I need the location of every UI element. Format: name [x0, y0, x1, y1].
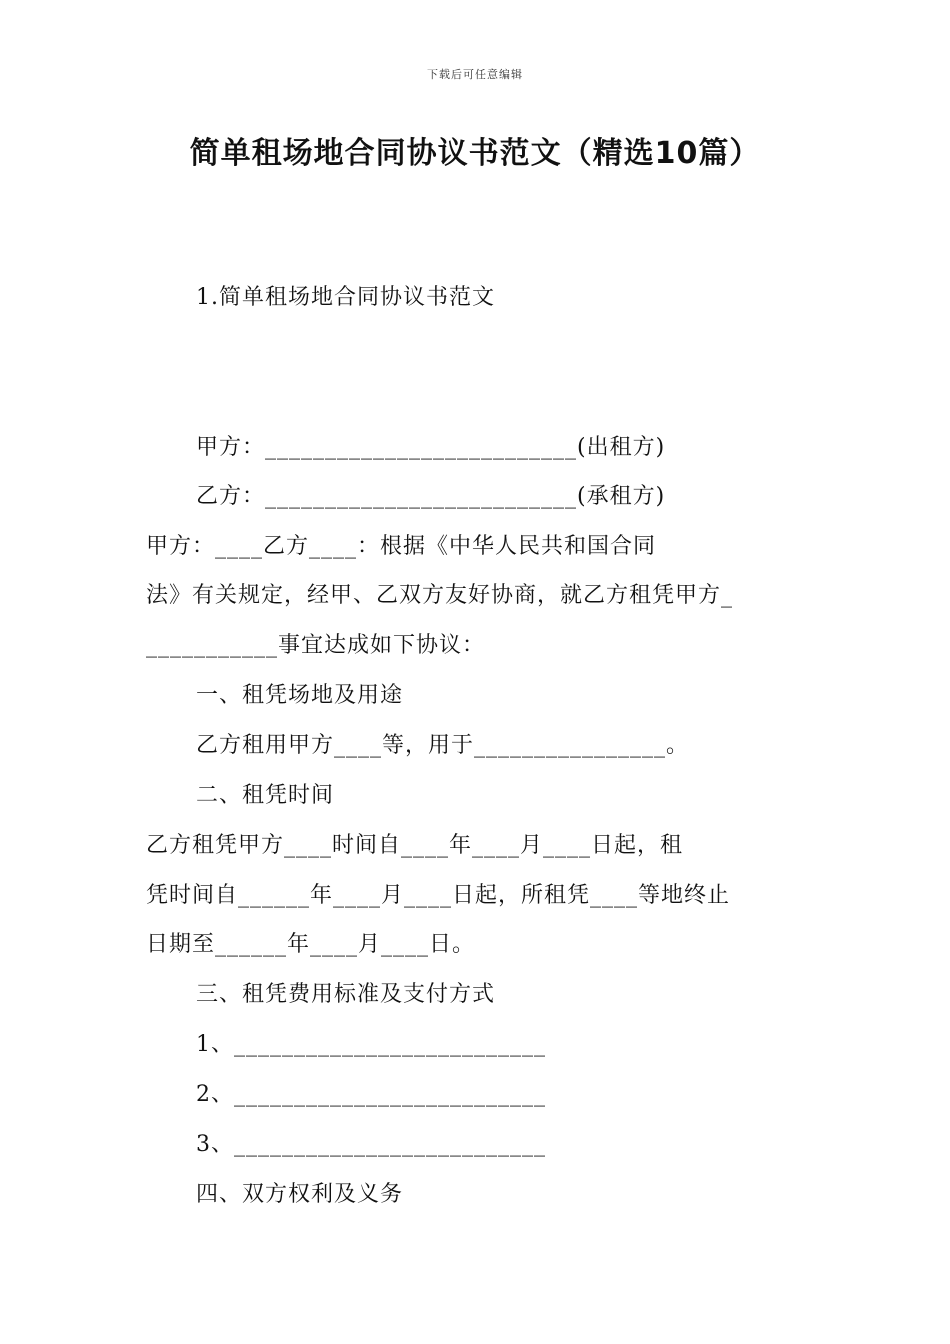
party-b-line: 乙方：__________________________(承租方) [196, 484, 666, 509]
document-title: 简单租场地合同协议书范文（精选10篇） [189, 136, 761, 171]
clause-heading: 三、租凭费用标准及支付方式 [196, 982, 496, 1007]
clause-heading: 四、双方权利及义务 [196, 1182, 404, 1207]
list-item: 1、__________________________ [196, 1032, 546, 1057]
list-item: 2、__________________________ [196, 1082, 546, 1107]
header-note: 下载后可任意编辑 [427, 68, 523, 81]
paragraph-line: 甲方：____乙方____：根据《中华人民共和国合同 [146, 534, 657, 559]
paragraph-line: ___________事宜达成如下协议： [146, 633, 486, 658]
clause-heading: 二、租凭时间 [196, 783, 335, 808]
party-a-line: 甲方：__________________________(出租方) [196, 435, 666, 460]
clause-heading: 一、租凭场地及用途 [196, 683, 404, 708]
list-item: 3、__________________________ [196, 1132, 546, 1157]
paragraph-line: 乙方租凭甲方____时间自____年____月____日起，租 [146, 833, 684, 858]
paragraph-line: 凭时间自______年____月____日起，所租凭____等地终止 [146, 883, 731, 908]
paragraph-line: 法》有关规定，经甲、乙双方友好协商，就乙方租凭甲方_ [146, 583, 734, 608]
section-heading: 1.简单租场地合同协议书范文 [196, 285, 495, 310]
paragraph-line: 日期至______年____月____日。 [146, 932, 476, 957]
paragraph-line: 乙方租用甲方____等，用于________________。 [196, 733, 690, 758]
